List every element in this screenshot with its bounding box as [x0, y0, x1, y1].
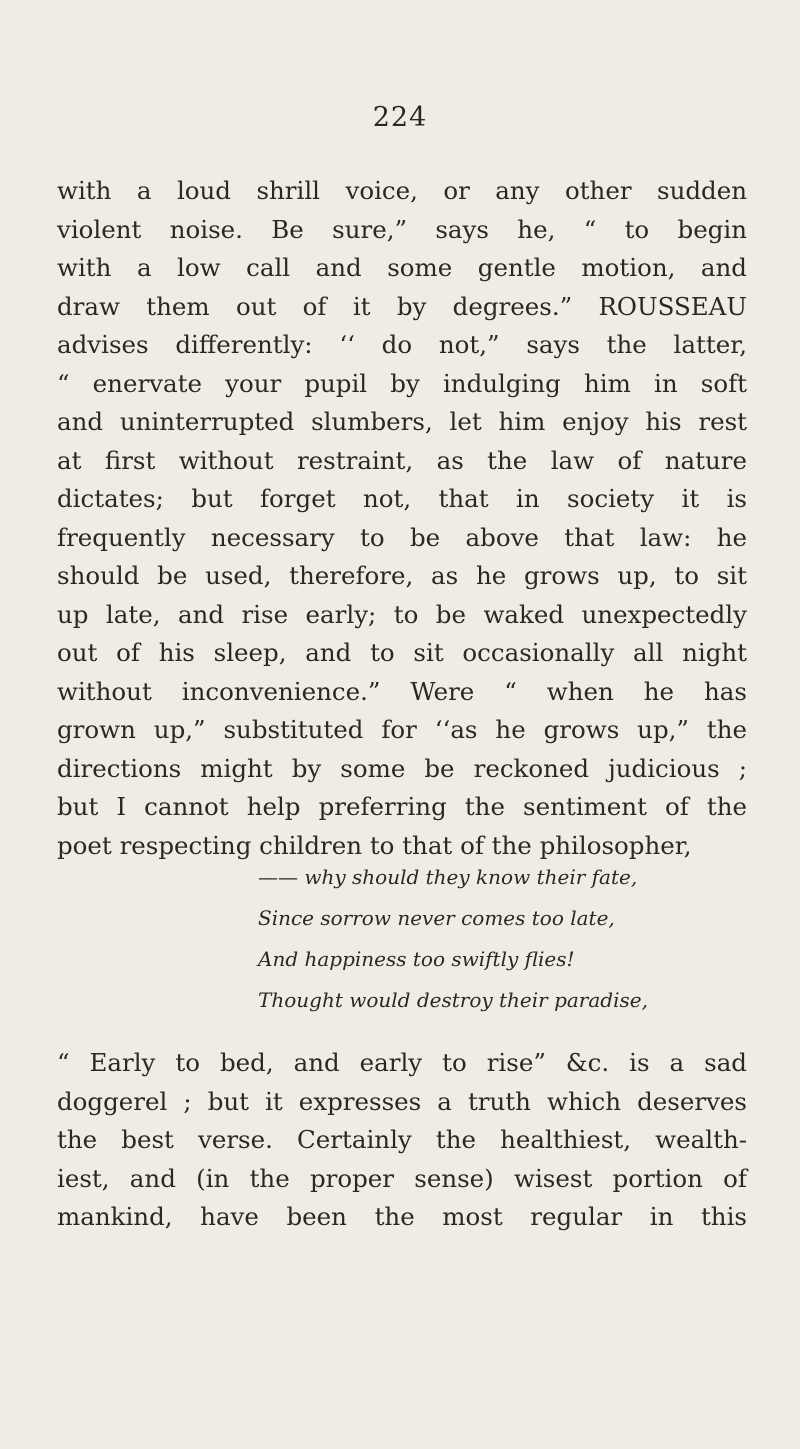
text-line: up late, and rise early; to be waked unexpectedly — [57, 599, 747, 629]
verse-quotation — [258, 857, 728, 1021]
text-line: doggerel ; but it expresses a truth which deserves — [57, 1086, 747, 1116]
text-line: poet respecting children to that of the philosopher, — [57, 830, 692, 860]
text-line: the best verse. Certainly the healthiest, wealth- — [57, 1125, 747, 1154]
verse-line: And happiness too swiftly flies! — [258, 947, 575, 971]
text-line: at first without restraint, as the law of nature — [57, 445, 747, 475]
paragraph-1 — [57, 172, 747, 865]
text-line: grown up,” substituted for ‘‘as he grows up,” the — [57, 715, 747, 744]
text-line: dictates; but forget not, that in society it is — [57, 484, 747, 513]
text-line: should be used, therefore, as he grows up, to sit — [57, 561, 747, 590]
text-line: out of his sleep, and to sit occasionally all night — [57, 638, 747, 667]
text-line: frequently necessary to be above that law: he — [57, 522, 747, 552]
text-line: with a loud shrill voice, or any other sudden — [57, 176, 747, 205]
verse-line: —— why should they know their fate, — [258, 865, 638, 889]
verse-line: Thought would destroy their paradise, — [258, 988, 648, 1012]
text-line: mankind, have been the most regular in this — [57, 1202, 747, 1231]
text-line: iest, and (in the proper sense) wisest portion of — [57, 1163, 747, 1193]
page-number: 224 — [372, 102, 428, 133]
text-line: “ enervate your pupil by indulging him in soft — [57, 368, 747, 398]
text-line: draw them out of it by degrees.” ROUSSEAU — [57, 291, 747, 321]
text-line: directions might by some be reckoned judicious ; — [57, 753, 747, 783]
text-line: without inconvenience.” Were “ when he has — [57, 676, 747, 706]
text-line: with a low call and some gentle motion, and — [57, 253, 747, 282]
text-line: but I cannot help preferring the sentiment of the — [57, 792, 747, 821]
text-line: advises differently: ‘‘ do not,” says the latter, — [57, 330, 747, 359]
paragraph-2 — [57, 1044, 747, 1237]
verse-line: Since sorrow never comes too late, — [258, 906, 615, 930]
text-line: violent noise. Be sure,” says he, “ to begin — [57, 214, 747, 244]
text-line: “ Early to bed, and early to rise” &c. is a sad — [57, 1048, 747, 1077]
text-line: and uninterrupted slumbers, let him enjoy his rest — [57, 407, 747, 436]
